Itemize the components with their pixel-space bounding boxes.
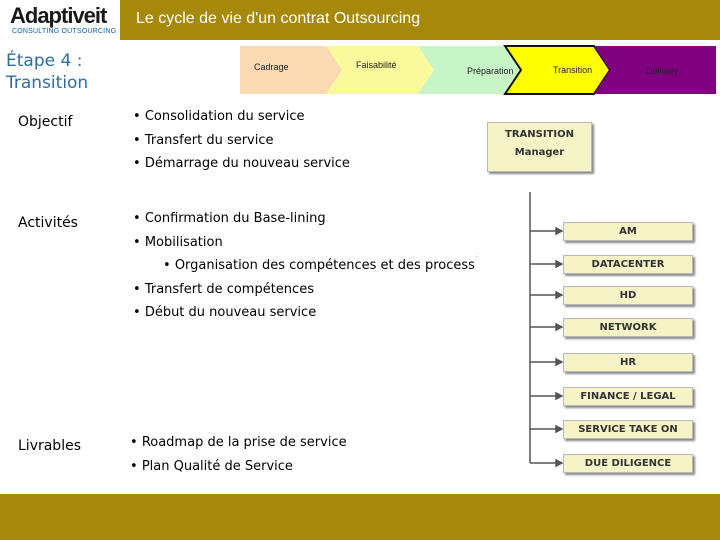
- org-box-due-diligence: DUE DILIGENCE: [563, 454, 693, 473]
- footer-bar: [0, 494, 720, 540]
- label-livrables: Livrables: [18, 438, 81, 454]
- org-box-service-take-on: SERVICE TAKE ON: [563, 420, 693, 439]
- phase-label-preparation: Préparation: [467, 66, 514, 76]
- org-box-finance-legal: FINANCE / LEGAL: [563, 387, 693, 406]
- list-item: • Confirmation du Base-lining: [133, 207, 475, 231]
- list-item: • Transfert du service: [133, 129, 350, 153]
- stage-line-2: Transition: [6, 73, 89, 93]
- list-item: • Démarrage du nouveau service: [133, 152, 350, 176]
- stage-line-1: Étape 4 :: [6, 51, 83, 71]
- list-sub-item: • Organisation des compétences et des process: [133, 254, 475, 278]
- logo-subtitle: CONSULTING OUTSOURCING: [12, 28, 117, 35]
- list-item: • Début du nouveau service: [133, 301, 475, 325]
- org-top-line-1: TRANSITION: [505, 129, 574, 140]
- stray-mark: :: [476, 253, 478, 259]
- list-item: • Plan Qualité de Service: [130, 455, 347, 479]
- phase-label-cadrage: Cadrage: [254, 62, 289, 72]
- org-top-line-2: Manager: [514, 147, 565, 158]
- list-item: • Transfert de compétences: [133, 278, 475, 302]
- logo-text: Adaptiveit: [10, 3, 107, 28]
- list-item: • Mobilisation: [133, 231, 475, 255]
- org-box-datacenter: DATACENTER: [563, 255, 693, 274]
- phase-label-transition: Transition: [553, 65, 593, 75]
- org-box-hr: HR: [563, 353, 693, 372]
- org-box-hd: HD: [563, 286, 693, 305]
- page-title: Le cycle de vie d'un contrat Outsourcing: [136, 10, 421, 27]
- org-box-transition-manager: [487, 122, 592, 172]
- label-activites: Activités: [18, 215, 78, 231]
- phase-label-delivery: Delivery: [646, 66, 679, 76]
- list-item: • Roadmap de la prise de service: [130, 431, 347, 455]
- label-objectif: Objectif: [18, 114, 73, 130]
- org-box-network: NETWORK: [563, 318, 693, 337]
- phase-label-faisabilite: Faisabilité: [356, 60, 397, 70]
- org-box-am: AM: [563, 222, 693, 241]
- list-item: • Consolidation du service: [133, 105, 350, 129]
